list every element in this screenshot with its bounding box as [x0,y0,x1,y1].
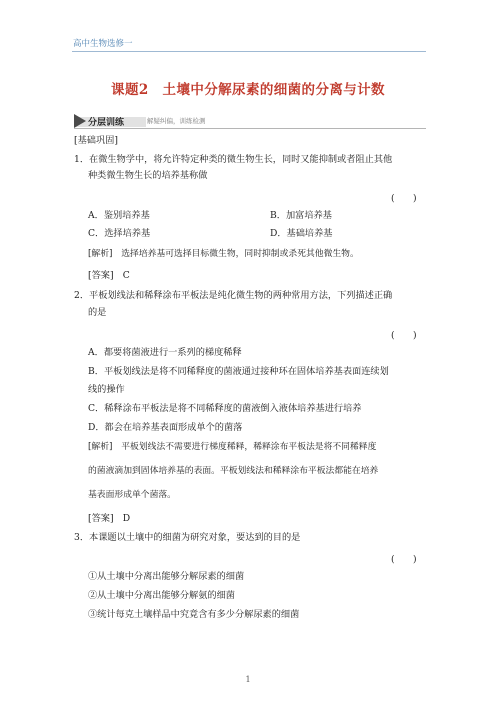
q1-stem-line1: 1．在微生物学中，将允许特定种类的微生物生长，同时又能抑制或者阻止其他 [74,154,393,165]
running-header: 高中生物选修一 [73,39,133,49]
q2-option-a: A．都要将菌液进行一系列的梯度稀释 [88,347,242,358]
q1-answer-blank: ( ) [391,193,417,204]
q2-analysis-line2: 的菌液滴加到固体培养基的表面。平板划线法和稀释涂布平板法都能在培养 [88,466,379,476]
q2-stem-line2: 的是 [88,307,107,318]
q1-option-d: D．基础培养基 [270,228,333,239]
q1-answer: [答案] C [88,270,130,281]
q3-answer-blank: ( ) [391,554,417,565]
q2-analysis-line1: [解析] 平板划线法不需要进行梯度稀释，稀释涂布平板法是将不同稀释度 [88,442,377,452]
q3-item-2: ②从土壤中分离出能够分解氨的细菌 [88,590,235,601]
page-number: 1 [245,675,251,684]
page-title: 课题2 土壤中分解尿素的细菌的分离与计数 [111,82,385,98]
q1-option-a: A．鉴别培养基 [88,210,150,221]
q1-stem-line2: 种类微生物生长的培养基称做 [88,170,208,181]
q2-answer-blank: ( ) [391,330,417,341]
q2-stem-line1: 2．平板划线法和稀释涂布平板法是纯化微生物的两种常用方法，下列描述正确 [74,290,393,301]
q2-answer: [答案] D [88,513,131,524]
q2-option-d: D．都会在培养基表面形成单个的菌落 [88,422,243,433]
q2-analysis-line3: 基表面形成单个菌落。 [88,490,176,500]
q1-option-b: B．加富培养基 [270,210,332,221]
q3-item-1: ①从土壤中分离出能够分解尿素的细菌 [88,571,245,582]
q2-option-b-line2: 线的操作 [88,384,125,395]
q1-option-c: C．选择培养基 [88,228,151,239]
q2-option-c: C．稀释涂布平板法是将不同稀释度的菌液倒入液体培养基进行培养 [88,403,362,414]
header-rule [72,51,426,52]
q1-analysis: [解析] 选择培养基可选择目标微生物，同时抑制或杀死其他微生物。 [88,249,359,259]
basic-heading: [基础巩固] [74,135,118,146]
q3-stem-line1: 3．本课题以土壤中的细菌为研究对象，要达到的目的是 [74,532,301,543]
section-rule [74,128,426,129]
section-subtitle: 解疑纠偏，训练检测 [147,117,206,125]
section-name: 分层训练 [88,118,125,128]
q3-item-3: ③统计每克土壤样品中究竟含有多少分解尿素的细菌 [88,609,300,620]
q2-option-b-line1: B．平板划线法是将不同稀释度的菌液通过接种环在固体培养基表面连续划 [88,366,389,377]
